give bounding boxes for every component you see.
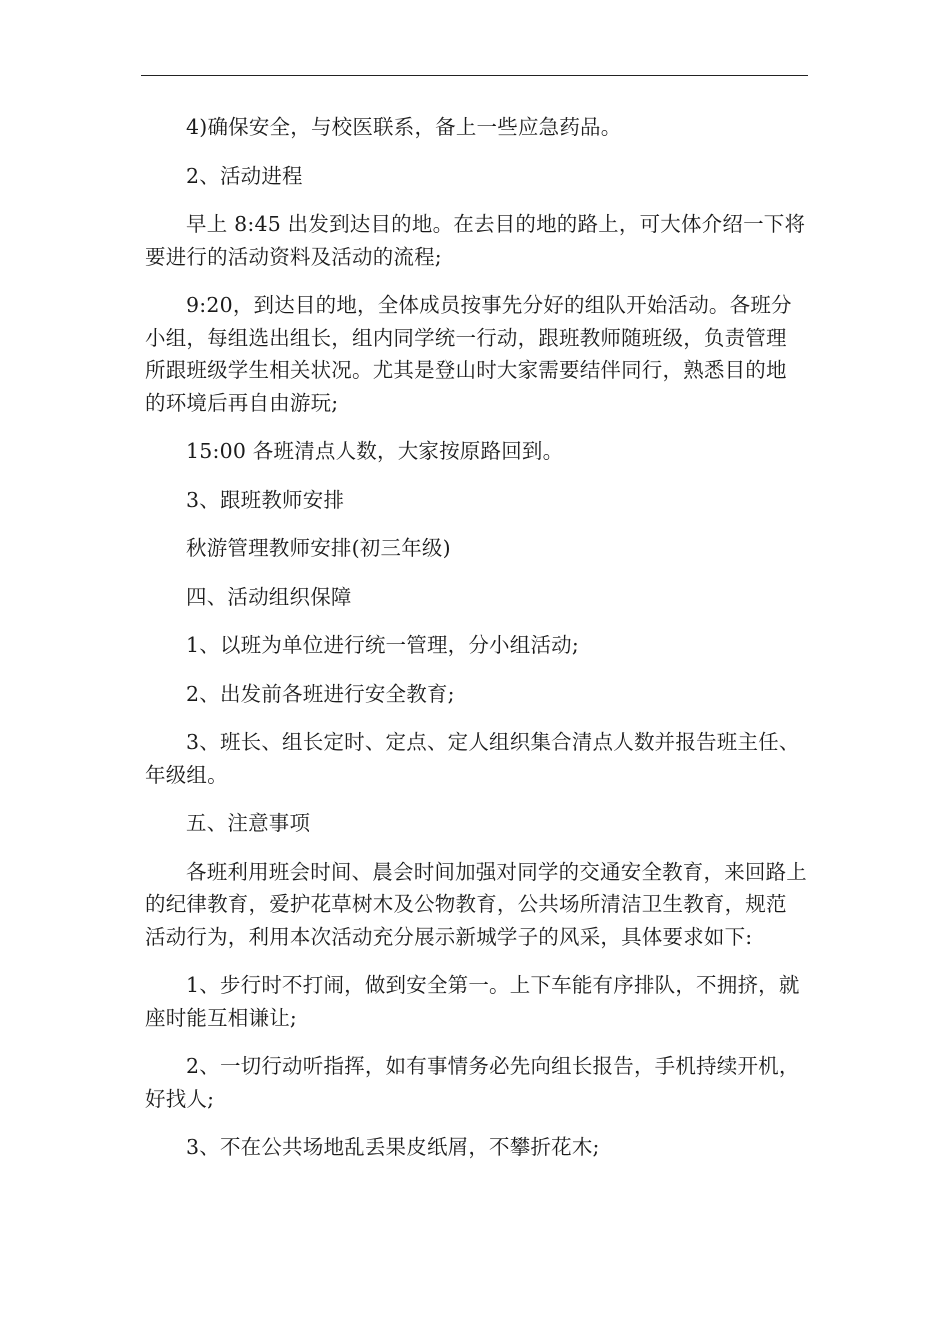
header-rule (141, 75, 808, 76)
paragraph-guarantee-1: 1、以班为单位进行统一管理，分小组活动; (186, 633, 579, 657)
paragraph-arrival: 9:20，到达目的地，全体成员按事先分好的组队开始活动。各班分小组，每组选出组长，组内同学统一行动，跟班教师随班级，负责管理所跟班级学生相关状况。尤其是登山时大家需要结伴同行，熟悉目的地的环境后再自由游玩; (145, 293, 792, 415)
paragraph-safety-item-4: 4)确保安全，与校医联系，备上一些应急药品。 (186, 115, 622, 139)
paragraph-notes-1: 1、步行时不打闹，做到安全第一。上下车能有序排队，不拥挤，就座时能互相谦让; (145, 973, 800, 1030)
heading-teacher-arrangement: 3、跟班教师安排 (186, 487, 345, 512)
paragraph-notes-intro: 各班利用班会时间、晨会时间加强对同学的交通安全教育，来回路上的纪律教育，爱护花草树木及公物教育，公共场所清洁卫生教育，规范活动行为，利用本次活动充分展示新城学子的风采，具体要求如下: (145, 859, 807, 949)
heading-organization-guarantee: 四、活动组织保障 (186, 584, 352, 609)
paragraph-guarantee-3: 3、班长、组长定时、定点、定人组织集合清点人数并报告班主任、年级组。 (145, 730, 800, 787)
paragraph-guarantee-2: 2、出发前各班进行安全教育; (186, 681, 455, 706)
paragraph-return: 15:00 各班清点人数，大家按原路回到。 (186, 439, 564, 463)
paragraph-notes-2: 2、一切行动听指挥，如有事情务必先向组长报告，手机持续开机，好找人; (145, 1054, 800, 1111)
heading-activity-process: 2、活动进程 (186, 163, 303, 188)
heading-notes: 五、注意事项 (186, 811, 311, 835)
paragraph-teacher-arrangement: 秋游管理教师安排(初三年级) (186, 536, 451, 560)
paragraph-notes-3: 3、不在公共场地乱丢果皮纸屑，不攀折花木; (186, 1135, 600, 1159)
paragraph-departure: 早上 8:45 出发到达目的地。在去目的地的路上，可大体介绍一下将要进行的活动资料及活动的流程; (145, 212, 806, 269)
document-body (145, 111, 807, 1164)
